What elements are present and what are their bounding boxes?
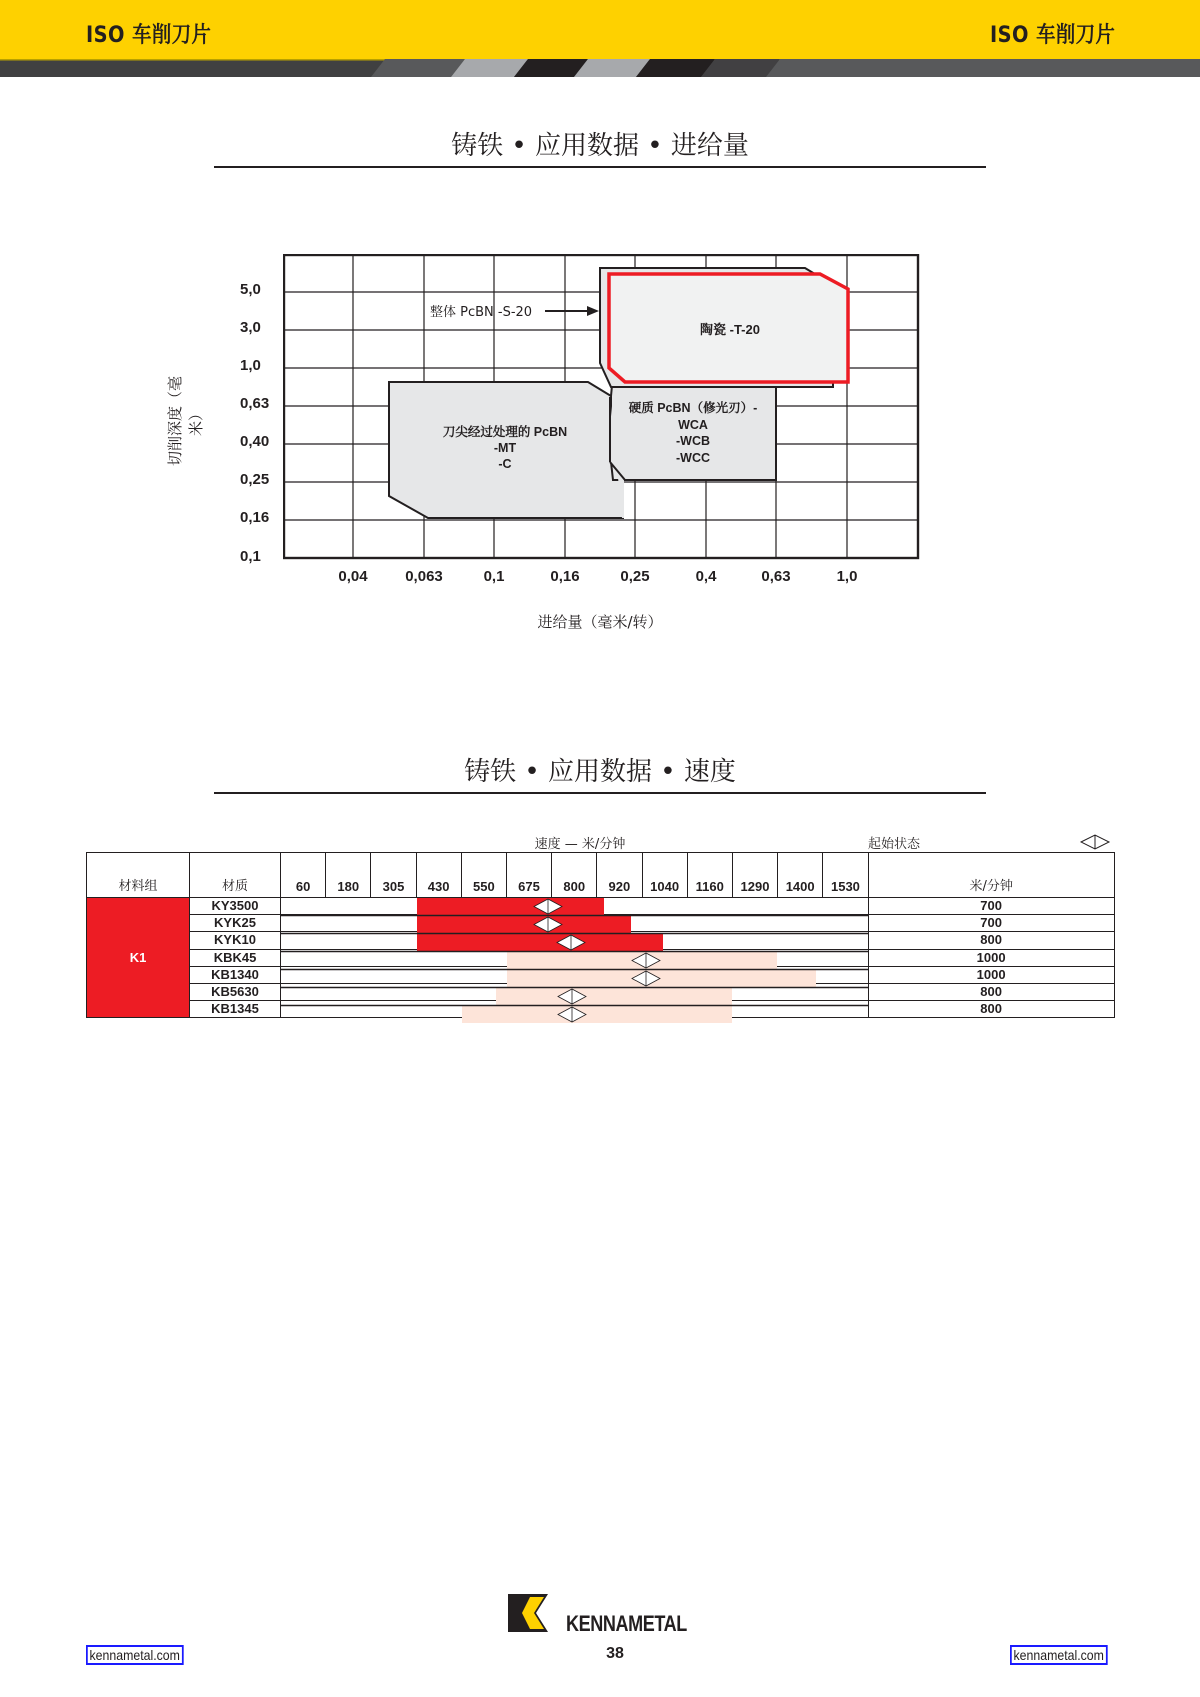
col-header-speed: 1530: [823, 853, 868, 898]
grade-cell: KB5630: [190, 983, 281, 1000]
col-header-start: 米/分钟: [868, 853, 1114, 898]
start-speed-cell: 1000: [868, 949, 1114, 966]
label-ceramic: 陶瓷 -T-20: [700, 322, 760, 337]
annotation-text: 整体 PcBN -S-20: [430, 305, 533, 320]
start-speed-cell: 800: [868, 932, 1114, 949]
table-row: [87, 966, 1115, 983]
x-tick: 1,0: [836, 568, 858, 585]
feed-chart: [283, 254, 920, 560]
col-header-speed: 800: [552, 853, 597, 898]
speed-range-cell: [281, 898, 869, 915]
label-tip-treated-pcbn: [420, 424, 590, 472]
table-row: [87, 1001, 1115, 1018]
label-line: 刀尖经过处理的 PcBN: [442, 425, 568, 439]
grade-cell: KYK25: [190, 915, 281, 932]
speed-title-rule: [214, 792, 986, 794]
grade-cell: KY3500: [190, 898, 281, 915]
col-header-speed: 1040: [642, 853, 687, 898]
y-tick: 1,0: [240, 357, 261, 374]
col-header-speed: 1290: [732, 853, 777, 898]
x-tick: 0,16: [550, 568, 580, 585]
x-tick: 0,063: [405, 568, 443, 585]
table-header-row: [87, 853, 1115, 898]
col-header-speed: 550: [461, 853, 506, 898]
y-tick: 3,0: [240, 319, 261, 336]
grade-cell: KB1340: [190, 966, 281, 983]
group-cell: K1: [87, 898, 190, 1018]
x-tick: 0,63: [761, 568, 791, 585]
feed-section-title: 铸铁 • 应用数据 • 进给量: [451, 131, 749, 161]
grade-cell: KBK45: [190, 949, 281, 966]
start-speed-cell: 700: [868, 915, 1114, 932]
x-tick: 0,4: [695, 568, 717, 585]
col-header-speed: 675: [506, 853, 551, 898]
page-number: 38: [606, 1645, 624, 1662]
col-header-group: 材料组: [87, 853, 190, 898]
feed-title-rule: [214, 166, 986, 168]
table-row: [87, 932, 1115, 949]
start-speed-cell: 1000: [868, 966, 1114, 983]
speed-range-cell: [281, 983, 869, 1000]
x-tick: 0,04: [338, 568, 368, 585]
logo-wordmark: KENNAMETAL: [566, 1611, 687, 1636]
label-line: WCA: [678, 417, 708, 432]
y-tick: 0,25: [240, 471, 270, 488]
speed-caption: 速度 — 米/分钟: [534, 837, 626, 852]
label-line: -WCC: [675, 450, 710, 465]
y-tick: 5,0: [240, 281, 261, 298]
x-tick: 0,25: [620, 568, 650, 585]
speed-range-cell: [281, 966, 869, 983]
label-hard-pcbn: [612, 400, 774, 466]
table-row: [87, 949, 1115, 966]
speed-range-cell: [281, 932, 869, 949]
col-header-speed: 305: [371, 853, 416, 898]
header-band: [0, 0, 1200, 59]
header-left-title: ISO 车削刀片: [86, 23, 212, 48]
col-header-speed: 920: [597, 853, 642, 898]
speed-table: [86, 852, 1115, 1018]
annotation-solid-pcbn: [430, 301, 532, 320]
header-right-title: ISO 车削刀片: [990, 23, 1116, 48]
start-speed-cell: 800: [868, 1001, 1114, 1018]
label-line: -WCB: [675, 434, 710, 448]
table-row: [87, 983, 1115, 1000]
y-tick: 0,40: [240, 433, 270, 450]
header-stripe: [0, 59, 1200, 77]
col-header-speed: 60: [281, 853, 326, 898]
speed-range-cell: [281, 915, 869, 932]
footer-link-right[interactable]: kennametal.com: [1010, 1645, 1107, 1665]
col-header-speed: 1400: [778, 853, 823, 898]
label-line: -C: [498, 457, 512, 471]
y-axis-label: 切削深度（毫米）: [166, 376, 205, 467]
grade-cell: KYK10: [190, 932, 281, 949]
speed-range-cell: [281, 1001, 869, 1018]
x-tick: 0,1: [483, 568, 505, 585]
col-header-grade: 材质: [190, 853, 281, 898]
speed-range-cell: [281, 949, 869, 966]
start-speed-cell: 700: [868, 898, 1114, 915]
y-tick: 0,16: [240, 509, 270, 526]
footer-link-left[interactable]: kennametal.com: [86, 1645, 183, 1665]
start-caption: 起始状态: [868, 837, 921, 852]
col-header-speed: 430: [416, 853, 461, 898]
x-axis-label: 进给量（毫米/转）: [537, 613, 663, 631]
start-speed-cell: 800: [868, 983, 1114, 1000]
start-diamond-legend-icon: [1080, 834, 1112, 850]
col-header-speed: 1160: [687, 853, 732, 898]
table-row: [87, 915, 1115, 932]
table-row: [87, 898, 1115, 915]
y-tick: 0,63: [240, 395, 270, 412]
col-header-speed: 180: [326, 853, 371, 898]
speed-section-title: 铸铁 • 应用数据 • 速度: [464, 757, 736, 787]
y-tick: 0,1: [240, 548, 261, 565]
label-line: -MT: [493, 441, 517, 455]
label-line: 硬质 PcBN（修光刃）-: [628, 401, 758, 415]
grade-cell: KB1345: [190, 1001, 281, 1018]
